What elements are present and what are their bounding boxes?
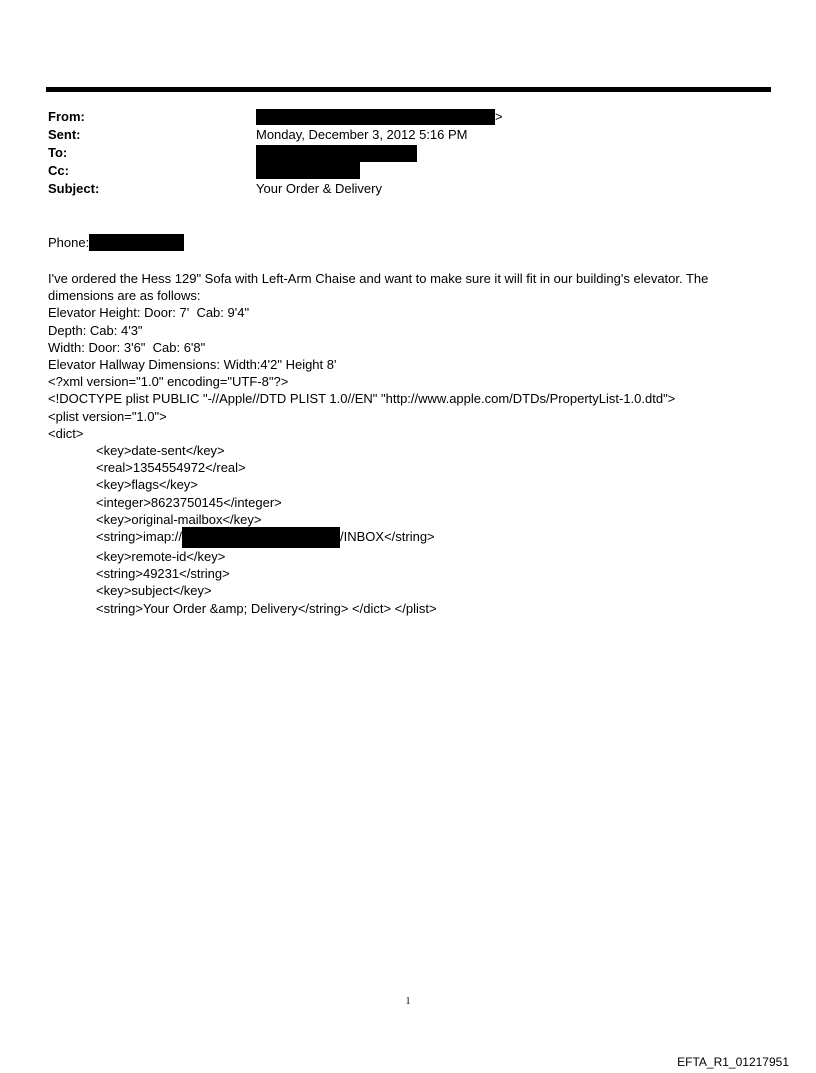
email-body xyxy=(48,270,770,617)
body-line: <key>flags</key> xyxy=(96,477,198,493)
sent-row xyxy=(48,126,768,144)
body-line: Elevator Hallway Dimensions: Width:4'2" Height 8' xyxy=(48,357,337,373)
body-line: I've ordered the Hess 129" Sofa with Left-Arm Chaise and want to make sure it will fit in our building's elevator. The xyxy=(48,271,709,286)
from-row xyxy=(48,108,768,126)
sent-label: Sent: xyxy=(48,127,81,142)
redaction-block xyxy=(256,145,417,162)
body-line: <dict> xyxy=(48,425,84,441)
from-suffix: > xyxy=(495,109,503,124)
header-divider xyxy=(46,87,771,92)
from-label: From: xyxy=(48,109,85,124)
body-line: Depth: Cab: 4'3" xyxy=(48,322,143,338)
document-id: EFTA_R1_01217951 xyxy=(677,1055,789,1069)
body-line: <?xml version="1.0" encoding="UTF-8"?> xyxy=(48,374,289,390)
body-line: <real>1354554972</real> xyxy=(96,460,246,476)
imap-prefix: <string>imap:// xyxy=(96,529,182,545)
body-line: <string>Your Order &amp; Delivery</string> </dict> </plist> xyxy=(96,600,437,616)
redaction-block xyxy=(89,234,184,251)
phone-label: Phone: xyxy=(48,235,90,250)
redaction-block xyxy=(256,162,360,179)
to-value xyxy=(256,144,417,162)
redaction-block xyxy=(182,527,340,548)
body-line: <plist version="1.0"> xyxy=(48,408,167,424)
to-row xyxy=(48,144,768,162)
phone-line xyxy=(48,234,184,252)
body-line: <key>remote-id</key> xyxy=(96,549,226,565)
redaction-block xyxy=(256,109,495,125)
from-value xyxy=(256,108,503,126)
body-line: <key>date-sent</key> xyxy=(96,443,225,459)
subject-label: Subject: xyxy=(48,181,100,196)
body-line: <string>49231</string> xyxy=(96,566,230,582)
subject-value: Your Order & Delivery xyxy=(256,181,382,196)
body-line: Elevator Height: Door: 7' Cab: 9'4" xyxy=(48,305,250,321)
cc-value xyxy=(256,162,360,180)
body-line: dimensions are as follows: xyxy=(48,288,201,304)
body-line: <integer>8623750145</integer> xyxy=(96,494,282,510)
to-label: To: xyxy=(48,145,68,160)
body-line: <!DOCTYPE plist PUBLIC "-//Apple//DTD PLIST 1.0//EN" "http://www.apple.com/DTDs/PropertyList-1.0.dtd"> xyxy=(48,391,676,407)
page-number: 1 xyxy=(405,996,411,1007)
body-line: <key>subject</key> xyxy=(96,583,212,599)
sent-value: Monday, December 3, 2012 5:16 PM xyxy=(256,127,468,142)
body-line: <key>original-mailbox</key> xyxy=(96,511,262,527)
imap-suffix: /INBOX</string> xyxy=(340,529,435,545)
cc-label: Cc: xyxy=(48,163,69,178)
subject-row xyxy=(48,180,768,198)
email-header xyxy=(48,108,768,198)
cc-row xyxy=(48,162,768,180)
body-line: Width: Door: 3'6" Cab: 6'8" xyxy=(48,339,206,355)
body-line xyxy=(48,528,770,548)
